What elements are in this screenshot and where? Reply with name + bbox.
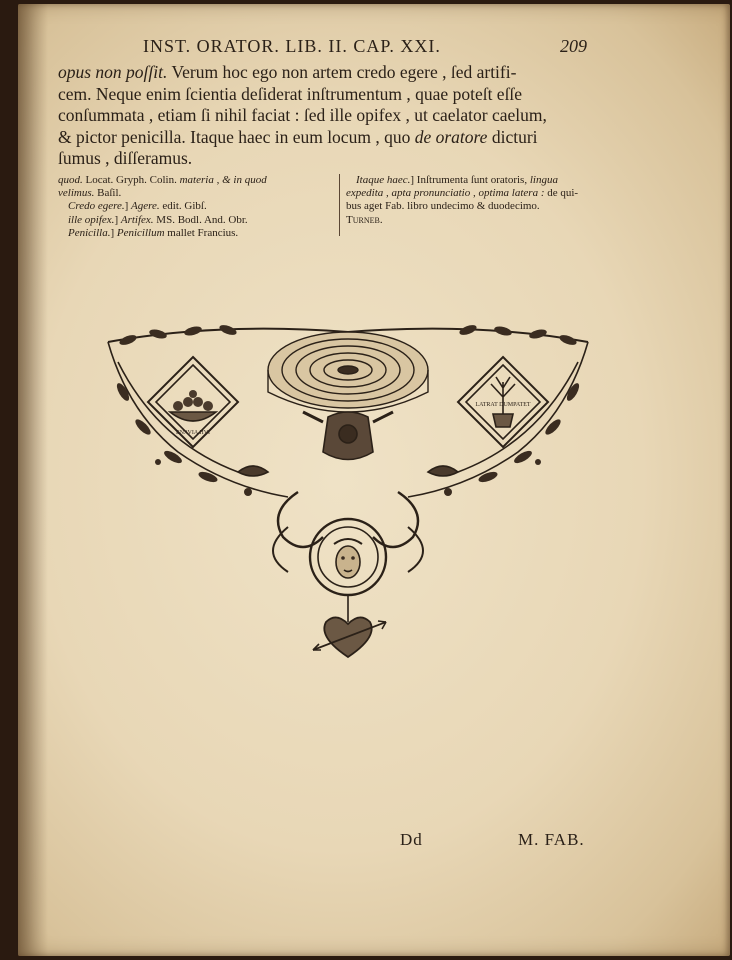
note-italic: Credo egere. [68, 200, 125, 213]
note-italic: ille opifex. [68, 213, 115, 226]
note-italic: Penicillum [116, 226, 165, 239]
note-text: ] [124, 200, 132, 213]
text-span: dicturi [487, 126, 538, 147]
text-line [58, 62, 618, 84]
italic-phrase: opus non poſſit. [58, 62, 168, 82]
text-span: cem. Neque enim ſcientia deſiderat inſtrumentum , quae poteſt eſſe [58, 83, 523, 104]
italic-phrase: de oratore [414, 126, 488, 147]
signature-mark: Dd [400, 830, 423, 849]
note-italic: velimus. [58, 187, 95, 200]
page-number: 209 [560, 36, 587, 56]
footnote-line [346, 174, 618, 187]
footnote-line [58, 214, 330, 227]
note-text: de qui- [544, 187, 579, 200]
text-line [58, 105, 618, 127]
note-text: ] Inſtrumenta ſunt oratoris, [410, 174, 530, 186]
page-header [18, 36, 730, 60]
catchword: M. FAB. [518, 830, 585, 849]
left-motto: ENAVIA HVI [175, 430, 211, 436]
note-italic: Penicilla. [68, 226, 111, 239]
text-span: ſumus , diſſeramus. [58, 148, 193, 169]
main-text [58, 62, 618, 170]
footnote-divider [339, 174, 340, 236]
footnotes-right-column [346, 174, 618, 227]
note-text: ] [110, 226, 117, 239]
text-span: & pictor penicilla. Itaque haec in eum locum , quo [58, 126, 415, 147]
footnote-line [346, 187, 618, 200]
text-span: conſummata , etiam ſi nihil faciat : ſed ille opifex , ut caelator caelum, [58, 105, 547, 126]
footnotes-left-column [58, 174, 330, 240]
note-text: bus aget Fab. libro undecimo & duodecimo. [346, 200, 540, 213]
gutter-shadow [18, 4, 48, 956]
note-text: MS. Bodl. And. Obr. [153, 213, 248, 226]
footnote-line [58, 187, 330, 200]
note-italic: Itaque haec. [356, 174, 411, 186]
note-text: Turneb. [346, 213, 383, 226]
note-text: Locat. Gryph. Colin. [82, 174, 180, 186]
footnotes [58, 174, 618, 239]
text-span: Verum hoc ego non artem credo egere , ſed artifi- [167, 62, 517, 82]
note-italic: lingua [529, 174, 558, 186]
note-italic: materia , & in quod [179, 174, 267, 186]
book-page [18, 4, 730, 956]
running-head: INST. ORATOR. LIB. II. CAP. XXI. [143, 36, 441, 56]
footnote-line [346, 200, 618, 213]
text-line [58, 148, 618, 170]
footnote-line [58, 174, 330, 187]
note-text: mallet Francius. [164, 226, 239, 239]
right-motto: LATRAT DUMPATET [475, 402, 531, 408]
footnote-line [58, 227, 330, 240]
text-line [58, 127, 618, 149]
footnote-line [346, 214, 618, 227]
tailpiece-ornament [98, 322, 598, 682]
footnote-line [58, 200, 330, 213]
note-italic: expedita , apta pronunciatio , optima latera : [346, 187, 545, 200]
note-italic: Agere. [131, 200, 160, 213]
text-line [58, 84, 618, 106]
note-text: Baſil. [94, 187, 122, 200]
note-text: ] [114, 213, 121, 226]
note-text: edit. Gibſ. [159, 200, 207, 213]
note-italic: quod. [58, 174, 83, 186]
note-italic: Artifex. [120, 213, 154, 226]
